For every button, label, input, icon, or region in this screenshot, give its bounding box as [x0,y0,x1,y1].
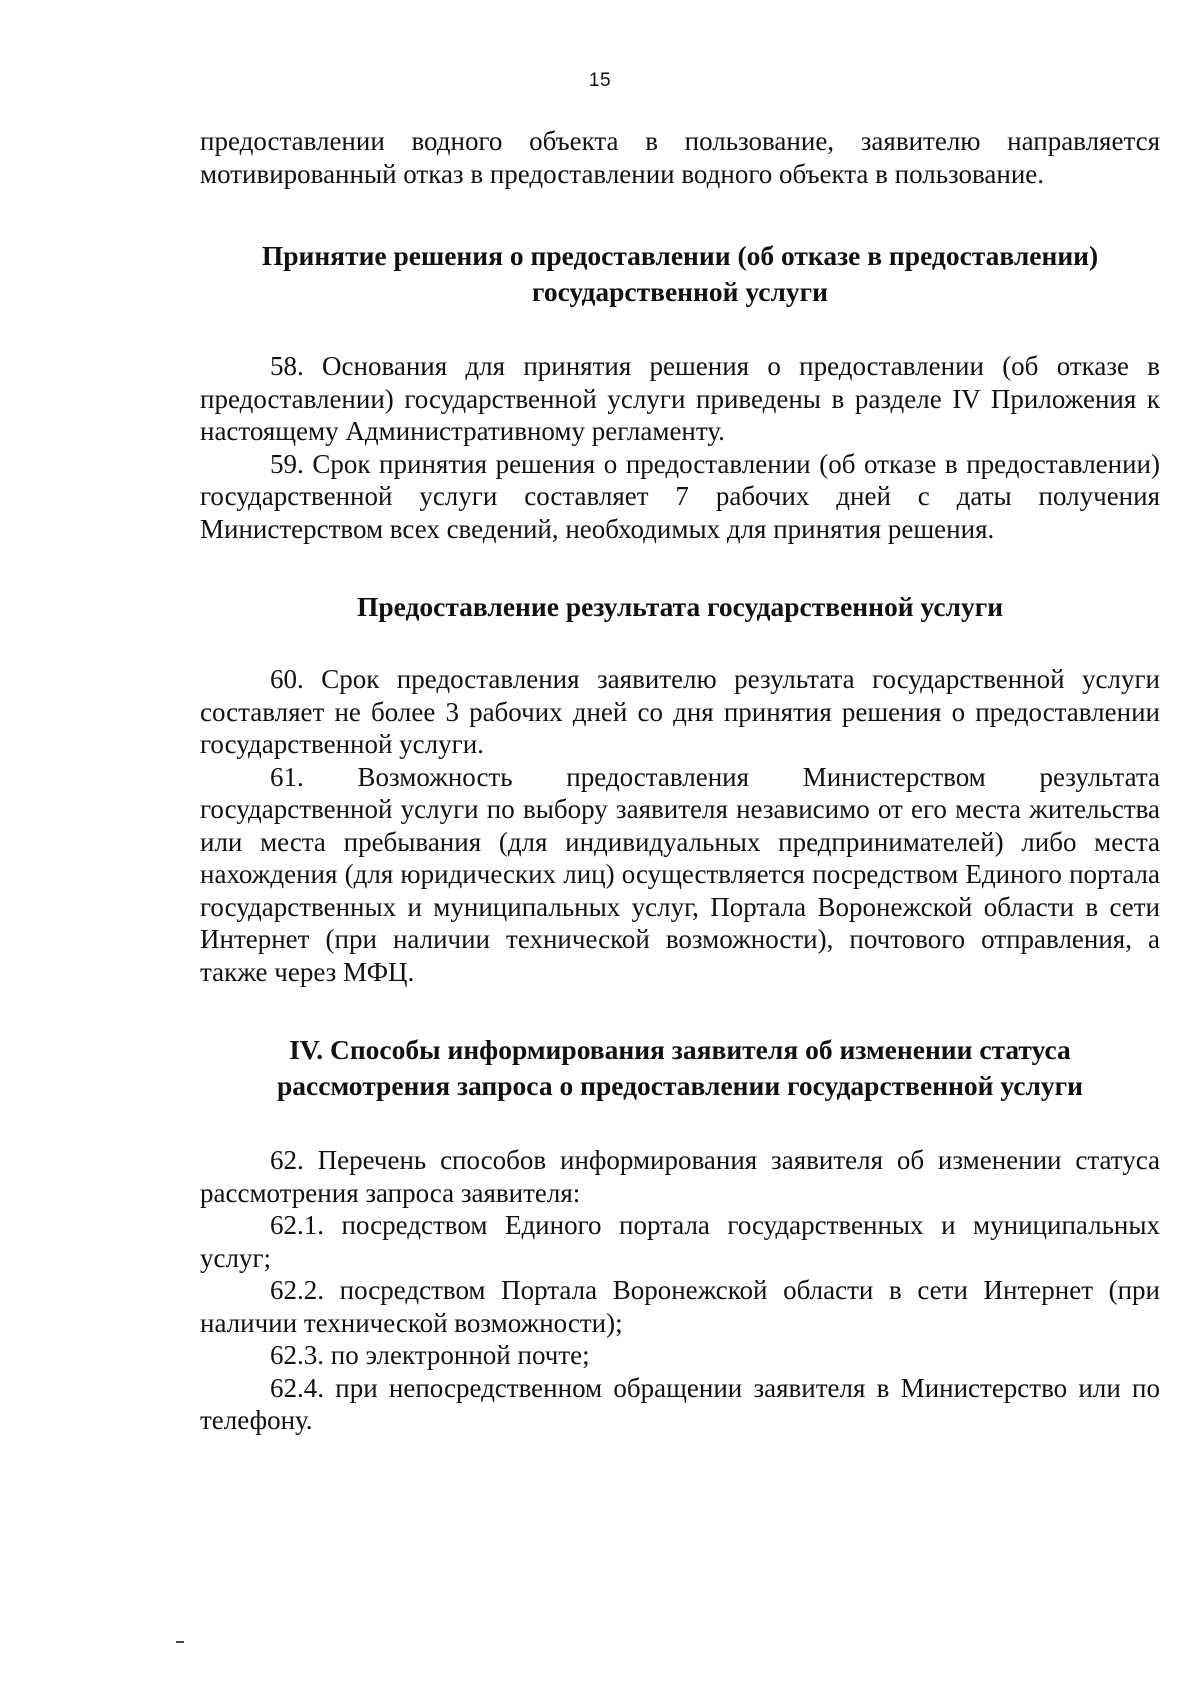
paragraph-60: 60. Срок предоставления заявителю результата государственной услуги составляет не более 3 рабочих дней со дня принятия решения о предоставлении государственной услуги. [200,664,1160,759]
paragraph-62-2: 62.2. посредством Портала Воронежской области в сети Интернет (при наличии технической возможности); [200,1275,1160,1338]
paragraph-intro: предоставлении водного объекта в пользование, заявителю направляется мотивированный отказ в предоставлении водного объекта в пользование. [200,126,1160,189]
paragraph-62: 62. Перечень способов информирования заявителя об изменении статуса рассмотрения запроса заявителя: [200,1145,1160,1208]
paragraph-61: 61. Возможность предоставления Министерством результата государственной услуги по выбору заявителя независимо от его места жительства или места пребывания (для индивидуальных предпринимателей) либо места нахождения (для юридических лиц) осуществляется посредством Единого портала государственных и муниципальных услуг, Портала Воронежской области в сети Интернет (при наличии технической возможности), почтового отправления, а также через МФЦ. [200,761,1160,987]
paragraph-58: 58. Основания для принятия решения о предоставлении (об отказе в предоставлении) государственной услуги приведены в разделе IV Приложения к настоящему Административному регламенту. [200,351,1160,446]
paragraph-62-3: 62.3. по электронной почте; [270,1340,590,1370]
paragraph-59: 59. Срок принятия решения о предоставлении (об отказе в предоставлении) государственной услуги составляет 7 рабочих дней с даты получения Министерством всех сведений, необходимых для принятия решения. [200,448,1160,544]
document-body [200,125,1160,1437]
heading-result: Предоставление результата государственной услуги [356,591,1004,622]
scan-margin-mark [176,1641,184,1643]
heading-decision: Принятие решения о предоставлении (об отказе в предоставлении) государственной услуги [261,240,1099,307]
paragraph-62-4: 62.4. при непосредственном обращении заявителя в Министерство или по телефону. [200,1372,1160,1435]
page-number: 15 [588,70,612,91]
paragraph-62-1: 62.1. посредством Единого портала государственных и муниципальных услуг; [200,1210,1160,1273]
heading-section-4: IV. Способы информирования заявителя об изменении статуса рассмотрения запроса о предоставлении государственной услуги [276,1034,1083,1101]
